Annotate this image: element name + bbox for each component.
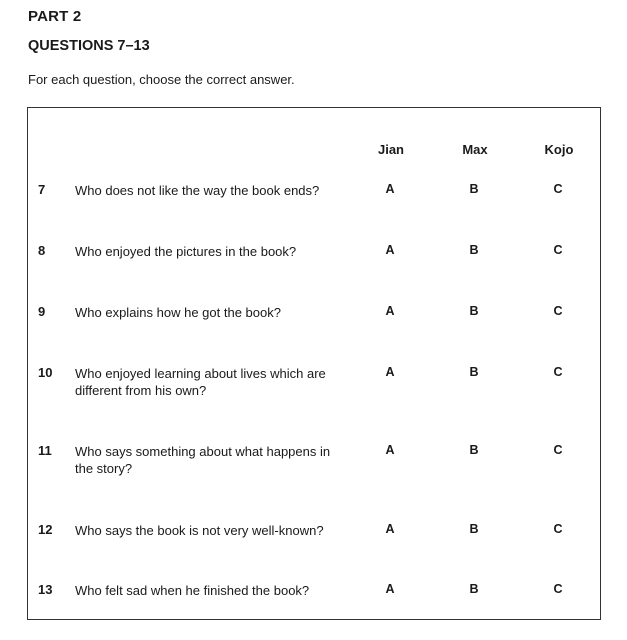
question-text: Who felt sad when he finished the book? bbox=[75, 583, 310, 598]
option-b[interactable]: B bbox=[469, 443, 479, 457]
questions-title: QUESTIONS 7–13 bbox=[28, 38, 150, 54]
instruction-text: For each question, choose the correct answer. bbox=[28, 72, 295, 87]
option-b[interactable]: B bbox=[469, 182, 479, 196]
question-text: Who says something about what happens in the story? bbox=[75, 444, 331, 476]
question-number: 13 bbox=[38, 582, 53, 597]
option-c[interactable]: C bbox=[553, 365, 563, 379]
option-a[interactable]: A bbox=[385, 582, 395, 596]
option-c[interactable]: C bbox=[553, 243, 563, 257]
option-a[interactable]: A bbox=[385, 243, 395, 257]
option-b[interactable]: B bbox=[469, 365, 479, 379]
question-number: 12 bbox=[38, 522, 53, 537]
question-number: 9 bbox=[38, 304, 46, 319]
question-text: Who enjoyed learning about lives which are different from his own? bbox=[75, 366, 326, 398]
option-b[interactable]: B bbox=[469, 522, 479, 536]
option-c[interactable]: C bbox=[553, 582, 563, 596]
question-number: 8 bbox=[38, 243, 46, 258]
option-b[interactable]: B bbox=[469, 304, 479, 318]
option-a[interactable]: A bbox=[385, 304, 395, 318]
option-c[interactable]: C bbox=[553, 522, 563, 536]
question-text: Who explains how he got the book? bbox=[75, 305, 281, 320]
option-b[interactable]: B bbox=[469, 582, 479, 596]
column-header-jian: Jian bbox=[377, 142, 404, 157]
option-b[interactable]: B bbox=[469, 243, 479, 257]
question-text: Who says the book is not very well-known? bbox=[75, 523, 324, 538]
question-text: Who does not like the way the book ends? bbox=[75, 183, 320, 198]
column-header-max: Max bbox=[462, 142, 488, 157]
option-c[interactable]: C bbox=[553, 443, 563, 457]
option-a[interactable]: A bbox=[385, 365, 395, 379]
option-c[interactable]: C bbox=[553, 182, 563, 196]
question-text: Who enjoyed the pictures in the book? bbox=[75, 244, 297, 259]
question-number: 11 bbox=[38, 443, 52, 458]
option-c[interactable]: C bbox=[553, 304, 563, 318]
question-number: 7 bbox=[38, 182, 46, 197]
option-a[interactable]: A bbox=[385, 522, 395, 536]
option-a[interactable]: A bbox=[385, 443, 395, 457]
question-number: 10 bbox=[38, 365, 53, 380]
option-a[interactable]: A bbox=[385, 182, 395, 196]
column-header-kojo: Kojo bbox=[544, 142, 574, 157]
part-title: PART 2 bbox=[28, 8, 82, 25]
